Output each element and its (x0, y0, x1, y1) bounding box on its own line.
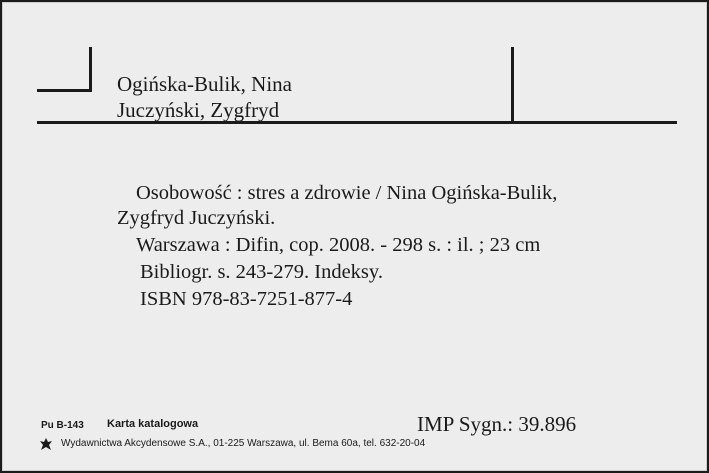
publisher-logo-icon (39, 437, 53, 451)
publication-details: Warszawa : Difin, cop. 2008. - 298 s. : il. ; 23 cm (136, 234, 541, 256)
bibliography-note: Bibliogr. s. 243-279. Indeksy. (140, 261, 383, 283)
publisher-imprint: Wydawnictwa Akcydensowe S.A., 01-225 Warszawa, ul. Bema 60a, tel. 632-20-04 (61, 438, 426, 449)
signature: IMP Sygn.: 39.896 (417, 412, 577, 436)
title-statement: Osobowość : stres a zdrowie / Nina Ogińska-Bulik, (136, 182, 558, 204)
heading-secondary-author: Juczyński, Zygfryd (117, 98, 280, 122)
title-statement-continued: Zygfryd Juczyński. (117, 207, 276, 229)
catalog-card (2, 2, 707, 471)
form-name: Karta katalogowa (107, 418, 199, 430)
form-code: Pu B-143 (41, 420, 84, 431)
corner-bracket-horizontal (37, 89, 92, 92)
heading-primary-author: Ogińska-Bulik, Nina (117, 72, 292, 96)
vertical-rule (511, 47, 514, 123)
isbn: ISBN 978-83-7251-877-4 (140, 288, 353, 310)
corner-bracket-vertical (89, 47, 92, 92)
